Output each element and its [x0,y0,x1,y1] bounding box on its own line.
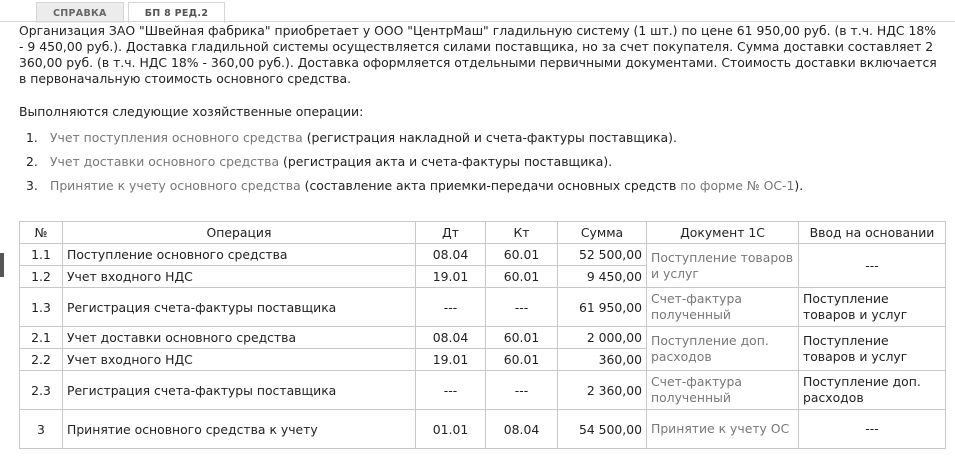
cell-sum: 54 500,00 [558,410,647,449]
operation-note: (составление акта приемки-передачи основных средств [300,178,681,193]
cell-operation: Принятие основного средства к учету [63,410,416,449]
cell-credit: 60.01 [486,266,558,288]
cell-credit: 08.04 [486,410,558,449]
cell-basis: Поступление товаров и услуг [799,327,946,371]
cell-debit: 19.01 [416,266,486,288]
cell-credit: 60.01 [486,244,558,266]
tab-bar [36,2,229,22]
cell-operation: Учет доставки основного средства [63,327,416,349]
cell-num: 1.2 [20,266,63,288]
table-header-row [20,222,946,244]
operation-link-delivery[interactable]: Учет доставки основного средства [50,154,280,169]
cell-operation: Регистрация счета-фактуры поставщика [63,288,416,327]
form-os1-link[interactable]: по форме № ОС-1 [680,178,795,193]
operation-item [26,153,803,177]
cell-sum: 52 500,00 [558,244,647,266]
cell-operation: Учет входного НДС [63,349,416,371]
tab-bp8[interactable]: БП 8 РЕД.2 [128,2,226,23]
col-header-num: № [20,222,63,244]
operation-number: 3. [26,178,38,193]
cell-basis: Поступление товаров и услуг [799,288,946,327]
cell-sum: 2 000,00 [558,327,647,349]
cell-sum: 61 950,00 [558,288,647,327]
cell-sum: 360,00 [558,349,647,371]
cell-document: Принятие к учету ОС [647,410,799,449]
operation-note: (регистрация накладной и счета-фактуры поставщика). [302,130,677,145]
col-header-credit: Кт [486,222,558,244]
col-header-document: Документ 1С [647,222,799,244]
cell-credit: --- [486,288,558,327]
cell-debit: 01.01 [416,410,486,449]
tab-divider [0,21,955,22]
cell-debit: 08.04 [416,327,486,349]
table-row [20,410,946,449]
cell-operation: Регистрация счета-фактуры поставщика [63,371,416,410]
cell-debit: 08.04 [416,244,486,266]
cell-basis: --- [799,244,946,288]
tab-spravka[interactable]: СПРАВКА [36,2,124,23]
table-row [20,288,946,327]
table-row [20,244,946,266]
cell-document: Поступление доп. расходов [647,327,799,371]
operations-list [26,129,803,201]
operation-number: 1. [26,130,38,145]
operation-link-acceptance[interactable]: Принятие к учету основного средства [50,178,301,193]
cell-num: 2.3 [20,371,63,410]
cell-num: 2.1 [20,327,63,349]
col-header-debit: Дт [416,222,486,244]
operation-number: 2. [26,154,38,169]
cell-basis: Поступление доп. расходов [799,371,946,410]
cell-basis: --- [799,410,946,449]
cell-num: 3 [20,410,63,449]
operations-title: Выполняются следующие хозяйственные операции: [19,104,364,119]
cell-credit: --- [486,371,558,410]
cell-num: 1.3 [20,288,63,327]
operation-item [26,177,803,201]
col-header-basis: Ввод на основании [799,222,946,244]
col-header-operation: Операция [63,222,416,244]
col-header-sum: Сумма [558,222,647,244]
cell-document: Счет-фактура полученный [647,288,799,327]
cell-credit: 60.01 [486,349,558,371]
side-handle[interactable] [0,253,4,277]
table-row [20,371,946,410]
cell-debit: --- [416,288,486,327]
cell-sum: 9 450,00 [558,266,647,288]
operation-note: (регистрация акта и счета-фактуры поставщика). [279,154,613,169]
operation-link-receipt[interactable]: Учет поступления основного средства [50,130,303,145]
cell-operation: Учет входного НДС [63,266,416,288]
cell-debit: --- [416,371,486,410]
intro-text: Организация ЗАО "Швейная фабрика" приобретает у ООО "ЦентрМаш" гладильную систему (1 шт.) по цене 61 950,00 руб. (в т.ч. НДС 18% - 9 450,00 руб.). Доставка гладильной системы осуществляется силами поставщика, но за счет покупателя. Сумма доставки составляет 2 360,00 руб. (в т.ч. НДС 18% - 360,00 руб.). Доставка оформляется отдельными первичными документами. Стоимость доставки включается в первоначальную стоимость основного средства. [19,23,937,86]
operation-item [26,129,803,153]
cell-document: Поступление товаров и услуг [647,244,799,288]
cell-debit: 19.01 [416,349,486,371]
cell-document: Счет-фактура полученный [647,371,799,410]
cell-operation: Поступление основного средства [63,244,416,266]
operation-note-tail: ). [794,178,804,193]
cell-num: 1.1 [20,244,63,266]
table-row [20,327,946,349]
operations-table [19,221,946,449]
cell-num: 2.2 [20,349,63,371]
cell-sum: 2 360,00 [558,371,647,410]
cell-credit: 60.01 [486,327,558,349]
